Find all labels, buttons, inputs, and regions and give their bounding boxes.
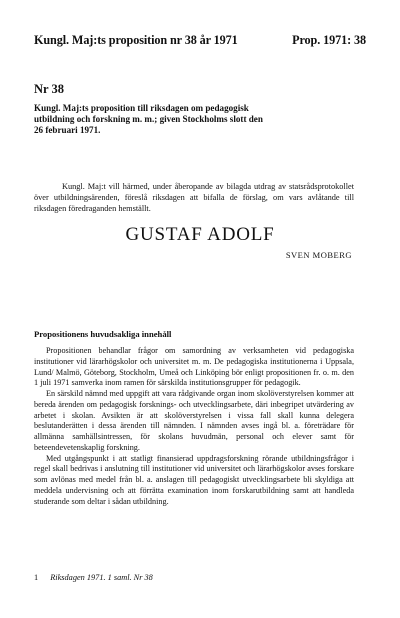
running-header [34, 33, 366, 48]
signature-minister: SVEN MOBERG [285, 250, 352, 260]
footer-page-number: 1 [34, 573, 39, 582]
footer-reference: Riksdagen 1971. 1 saml. Nr 38 [50, 573, 153, 582]
body-paragraph: En särskild nämnd med uppgift att vara rådgivande organ inom skolöverstyrelsen kommer att bereda ärenden om pedagogisk forsknings- och utvecklingsarbete, däri inbegripet utvärdering av arbetet i skolan. Avsikten är att skolöverstyrelsen i vissa fall skall kunna delegera beslutanderätten i dessa ärenden till nämnden. I nämnden avses ingå bl. a. företrädare för allmänna samhällsintressen, för skolans huvudmän, personal och elever samt för beteendevetenskaplig forskning. [34, 389, 354, 452]
intro-paragraph: Kungl. Maj:t vill härmed, under åberopande av bilagda utdrag av statsrådsprotokollet över utbildningsärenden, föreslå riksdagen att bifalla de förslag, om vars avlåtande till riksdagen föredraganden hemställt. [34, 182, 354, 214]
section-heading: Propositionens huvudsakliga innehåll [34, 329, 172, 339]
body-paragraph: Propositionen behandlar frågor om samordning av verksamheten vid pedagogiska institutioner vid lärarhögskolor och universitet m. m. De pedagogiska institutionerna i Uppsala, Lund/ Malmö, Göteborg, Stockholm, Umeå och Linköping bör enligt propositionen fr. o. m. den 1 juli 1971 samverka inom ramen för särskilda institutionsgrupper för pedagogik. [34, 346, 354, 388]
section-body [34, 346, 354, 507]
proposition-number: Nr 38 [34, 82, 64, 96]
proposition-subject: Kungl. Maj:ts proposition till riksdagen om pedagogisk utbildning och forskning m. m.; given Stockholms slott den 26 februari 1971. [34, 103, 263, 136]
header-title: Kungl. Maj:ts proposition nr 38 år 1971 [34, 33, 238, 47]
page-footer [34, 573, 153, 582]
signature-king: GUSTAF ADOLF [125, 224, 275, 245]
header-reference: Prop. 1971: 38 [292, 33, 366, 47]
body-paragraph: Med utgångspunkt i att statligt finansierad uppdragsforskning rörande utbildningsfrågor i regel skall bedrivas i anslutning till institutioner vid universitet och lärarhögskolor avses forskare som avlönas med medel från bl. a. anslagen till pedagogiskt utvecklingsarbete bli skyldiga att meddela undervisning och att förrätta examination inom forskarutbildning samt att handleda studerande som deltar i sådan utbildning. [34, 453, 354, 506]
